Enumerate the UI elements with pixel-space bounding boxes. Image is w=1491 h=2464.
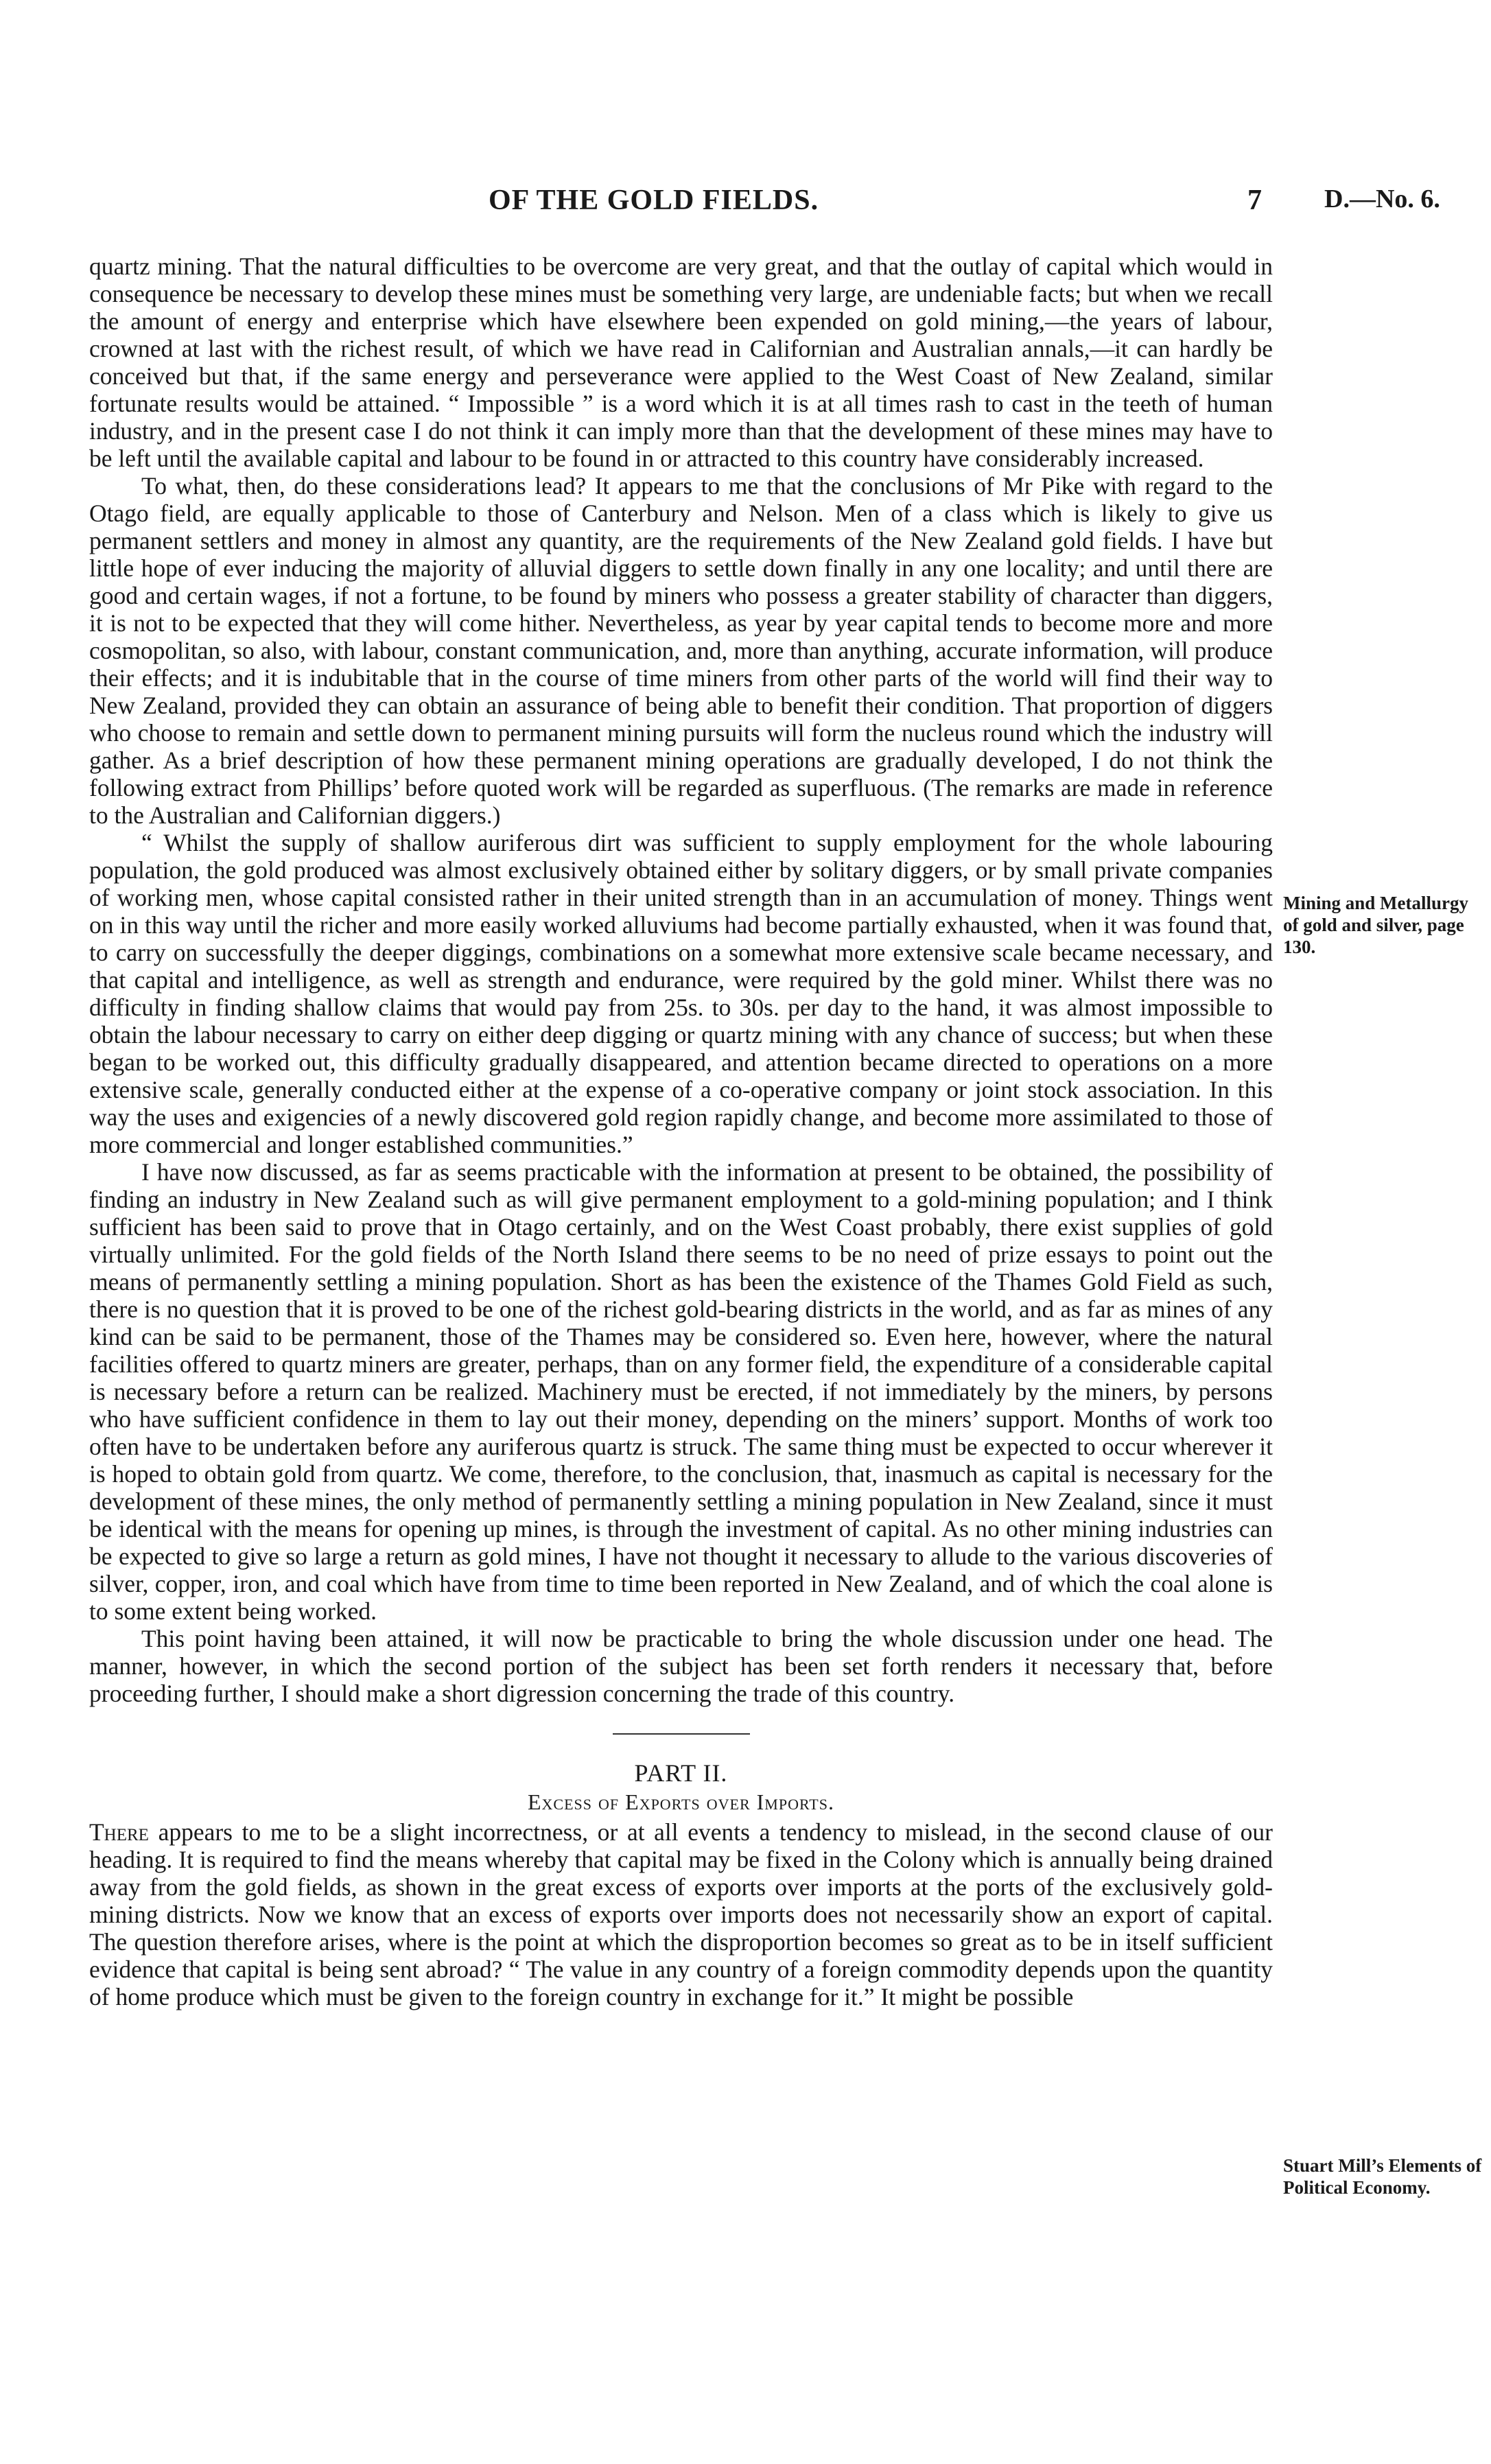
page-header — [0, 184, 1491, 225]
paragraph-discussion: I have now discussed, as far as seems practicable with the information at present to be obtained, the possibility of finding an industry in New Zealand such as will give permanent employment to a gold-mining population; and I think sufficient has been said to prove that in Otago certainly, and on the West Coast probably, there exist supplies of gold virtually unlimited. For the gold fields of the North Island there seems to be no need of prize essays to point out the means of permanently settling a mining population. Short as has been the existence of the Thames Gold Field as such, there is no question that it is proved to be one of the richest gold-bearing districts in the world, and as far as mines of any kind can be said to be permanent, those of the Thames may be considered so. Even here, however, where the natural facilities offered to quartz miners are greater, perhaps, than on any former field, the expenditure of a considerable capital is necessary before a return can be realized. Machinery must be erected, if not immediately by the miners, by persons who have sufficient confidence in them to lay out their money, depending on the miners’ support. Months of work too often have to be undertaken before any auriferous quartz is struck. The same thing must be expected to occur wherever it is hoped to obtain gold from quartz. We come, therefore, to the conclusion, that, inasmuch as capital is necessary for the development of these mines, the only method of permanently settling a mining population in New Zealand, since it must be identical with the means for opening up mines, is through the investment of capital. As no other mining industries can be expected to give so large a return as gold mines, I have not thought it necessary to allude to the various discoveries of silver, copper, iron, and coal which have from time to time been reported in New Zealand, and of which the coal alone is to some extent being worked. — [89, 1158, 1273, 1625]
section-divider — [613, 1733, 750, 1735]
paragraph-part-two — [89, 1818, 1273, 2010]
paragraph-transition: This point having been attained, it will now be practicable to bring the whole discussion under one head. The manner, however, in which the second portion of the subject has been set forth renders it necessary that, before proceeding further, I should make a short digression concerning the trade of this country. — [89, 1625, 1273, 1707]
paragraph-quotation: “ Whilst the supply of shallow auriferous dirt was sufficient to supply employment for the whole labouring population, the gold produced was almost exclusively obtained either by solitary diggers, or by small private companies of working men, whose capital consisted rather in their united strength than in an accumulation of money. Things went on in this way until the richer and more easily worked alluviums had become partially exhausted, when it was found that, to carry on successfully the deeper diggings, combinations on a somewhat more extensive scale became necessary, and that capital and intelligence, as well as strength and endurance, were required by the gold miner. Whilst there was no difficulty in finding shallow claims that would pay from 25s. to 30s. per day to the hand, it was almost impossible to obtain the labour necessary to carry on either deep digging or quartz mining with any chance of success; but when these began to be worked out, this difficulty gradually disappeared, and attention became directed to operations on a more extensive scale, generally conducted either at the expense of a co-operative company or joint stock association. In this way the uses and exigencies of a newly discovered gold region rapidly change, and become more assimilated to those of more commercial and longer established communities.” — [89, 829, 1273, 1158]
paragraph-part-two-text: appears to me to be a slight incorrectness, or at all events a tendency to mislead, in the second clause of our heading. It is required to find the means whereby that capital may be fixed in the Colony which is annually being drained away from the gold fields, as shown in the great excess of exports over imports at the ports of the exclusively gold-mining districts. Now we know that an excess of exports over imports does not necessarily show an export of capital. The question therefore arises, where is the point at which the disproportion becomes so great as to be in itself sufficient evidence that capital is being sent abroad? “ The value in any country of a foreign commodity depends upon the quantity of home produce which must be given to the foreign country in exchange for it.” It might be possible — [89, 1818, 1273, 2010]
part-heading: PART II. — [634, 1759, 728, 1787]
paragraph-continuation: quartz mining. That the natural difficulties to be overcome are very great, and that the outlay of capital which would in consequence be necessary to develop these mines must be something very large, are undeniable facts; but when we recall the amount of energy and enterprise which have elsewhere been expended on gold mining,—the years of labour, crowned at last with the richest result, of which we have read in Californian and Australian annals,—it can hardly be conceived but that, if the same energy and perseverance were applied to the West Coast of New Zealand, similar fortunate results would be attained. “ Impossible ” is a word which it is at all times rash to cast in the teeth of human industry, and in the present case I do not think it can imply more than that the development of these mines may have to be left until the available capital and labour to be found in or attracted to this country have considerably increased. — [89, 253, 1273, 472]
paragraph-considerations: To what, then, do these considerations lead? It appears to me that the conclusions of Mr Pike with regard to the Otago field, are equally applicable to those of Canterbury and Nelson. Men of a class which is likely to give us permanent settlers and money in almost any quantity, are the requirements of the New Zealand gold fields. I have but little hope of ever inducing the majority of alluvial diggers to settle down finally in any one locality; and until there are good and certain wages, if not a fortune, to be found by miners who possess a greater stability of character than diggers, it is not to be expected that they will come hither. Nevertheless, as year by year capital tends to become more and more cosmopolitan, so also, with labour, constant communication, and, more than anything, accurate information, will produce their effects; and it is indubitable that in the course of time miners from other parts of the world will find their way to New Zealand, provided they can obtain an assurance of being able to benefit their condition. That proportion of diggers who choose to remain and settle down to permanent mining pursuits will form the nucleus round which the industry will gather. As a brief description of how these permanent mining operations are gradually developed, I do not think the following extract from Phillips’ before quoted work will be regarded as superfluous. (The remarks are made in reference to the Australian and Californian diggers.) — [89, 472, 1273, 829]
document-reference: D.—No. 6. — [1324, 185, 1440, 213]
running-title: OF THE GOLD FIELDS. — [489, 185, 819, 216]
margin-note-mill: Stuart Mill’s Elements of Political Economy. — [1283, 2155, 1482, 2198]
lead-word: There — [89, 1818, 149, 1846]
page-number: 7 — [1247, 185, 1262, 216]
margin-note-phillips: Mining and Metallurgy of gold and silver, page 130. — [1283, 893, 1469, 957]
body-text — [89, 253, 1273, 2010]
section-heading: Excess of Exports over Imports. — [528, 1790, 834, 1814]
